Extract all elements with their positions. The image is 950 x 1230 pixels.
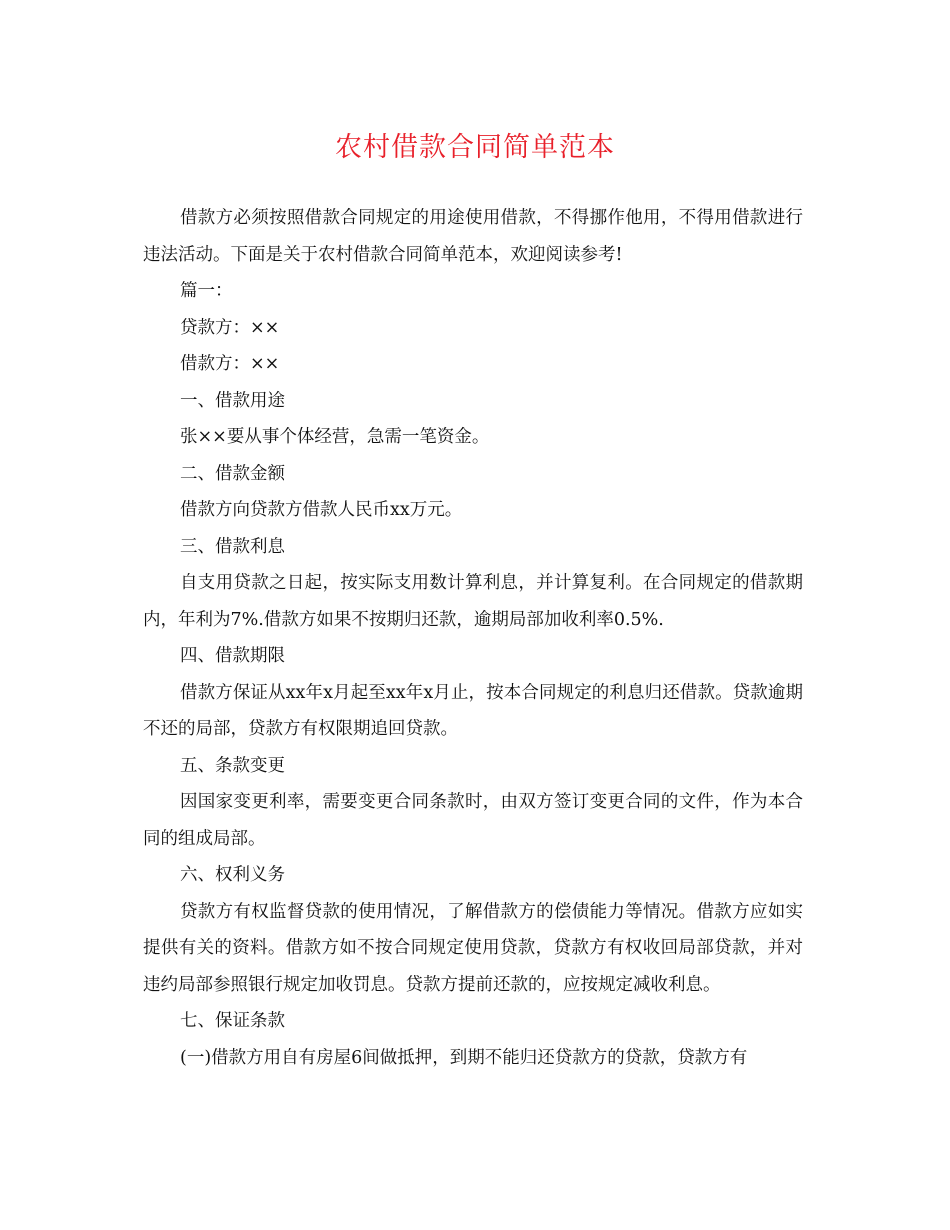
heading-rights-obligations: 六、权利义务 [180, 865, 285, 885]
paragraph-guarantee-clause: (一)借款方用自有房屋6间做抵押，到期不能归还贷款方的贷款，贷款方有 [180, 1047, 748, 1068]
section-label-part-one: 篇一： [180, 281, 233, 301]
paragraph-loan-term: 借款方保证从xx年x月起至xx年x月止，按本合同规定的利息归还借款。贷款逾期不还的局部，贷款方有权限期追回贷款。 [143, 682, 803, 739]
paragraph-rights-obligations: 贷款方有权监督贷款的使用情况，了解借款方的偿债能力等情况。借款方应如实提供有关的资料。借款方如不按合同规定使用贷款，贷款方有权收回局部贷款，并对违约局部参照银行规定加收罚息。贷款方提前还款的，应按规定减收利息。 [143, 901, 803, 995]
heading-loan-term: 四、借款期限 [180, 646, 285, 666]
document-body [143, 200, 803, 1076]
heading-clause-change: 五、条款变更 [180, 755, 285, 776]
lender-line: 贷款方：×× [180, 317, 280, 338]
heading-loan-amount: 二、借款金额 [180, 463, 285, 484]
heading-loan-purpose: 一、借款用途 [180, 390, 285, 411]
paragraph-loan-amount: 借款方向贷款方借款人民币xx万元。 [180, 500, 463, 520]
paragraph-loan-purpose: 张××要从事个体经营，急需一笔资金。 [180, 427, 490, 447]
intro-paragraph: 借款方必须按照借款合同规定的用途使用借款，不得挪作他用，不得用借款进行违法活动。下面是关于农村借款合同简单范本，欢迎阅读参考! [143, 208, 803, 265]
heading-guarantee-clause: 七、保证条款 [180, 1011, 285, 1031]
paragraph-loan-interest: 自支用贷款之日起，按实际支用数计算利息，并计算复利。在合同规定的借款期内，年利为7%.借款方如果不按期归还款，逾期局部加收利率0.5%. [143, 573, 803, 630]
paragraph-clause-change: 因国家变更利率，需要变更合同条款时，由双方签订变更合同的文件，作为本合同的组成局部。 [143, 792, 803, 849]
document-title: 农村借款合同简单范本 [335, 132, 615, 163]
heading-loan-interest: 三、借款利息 [180, 536, 285, 557]
borrower-line: 借款方：×× [180, 354, 280, 374]
